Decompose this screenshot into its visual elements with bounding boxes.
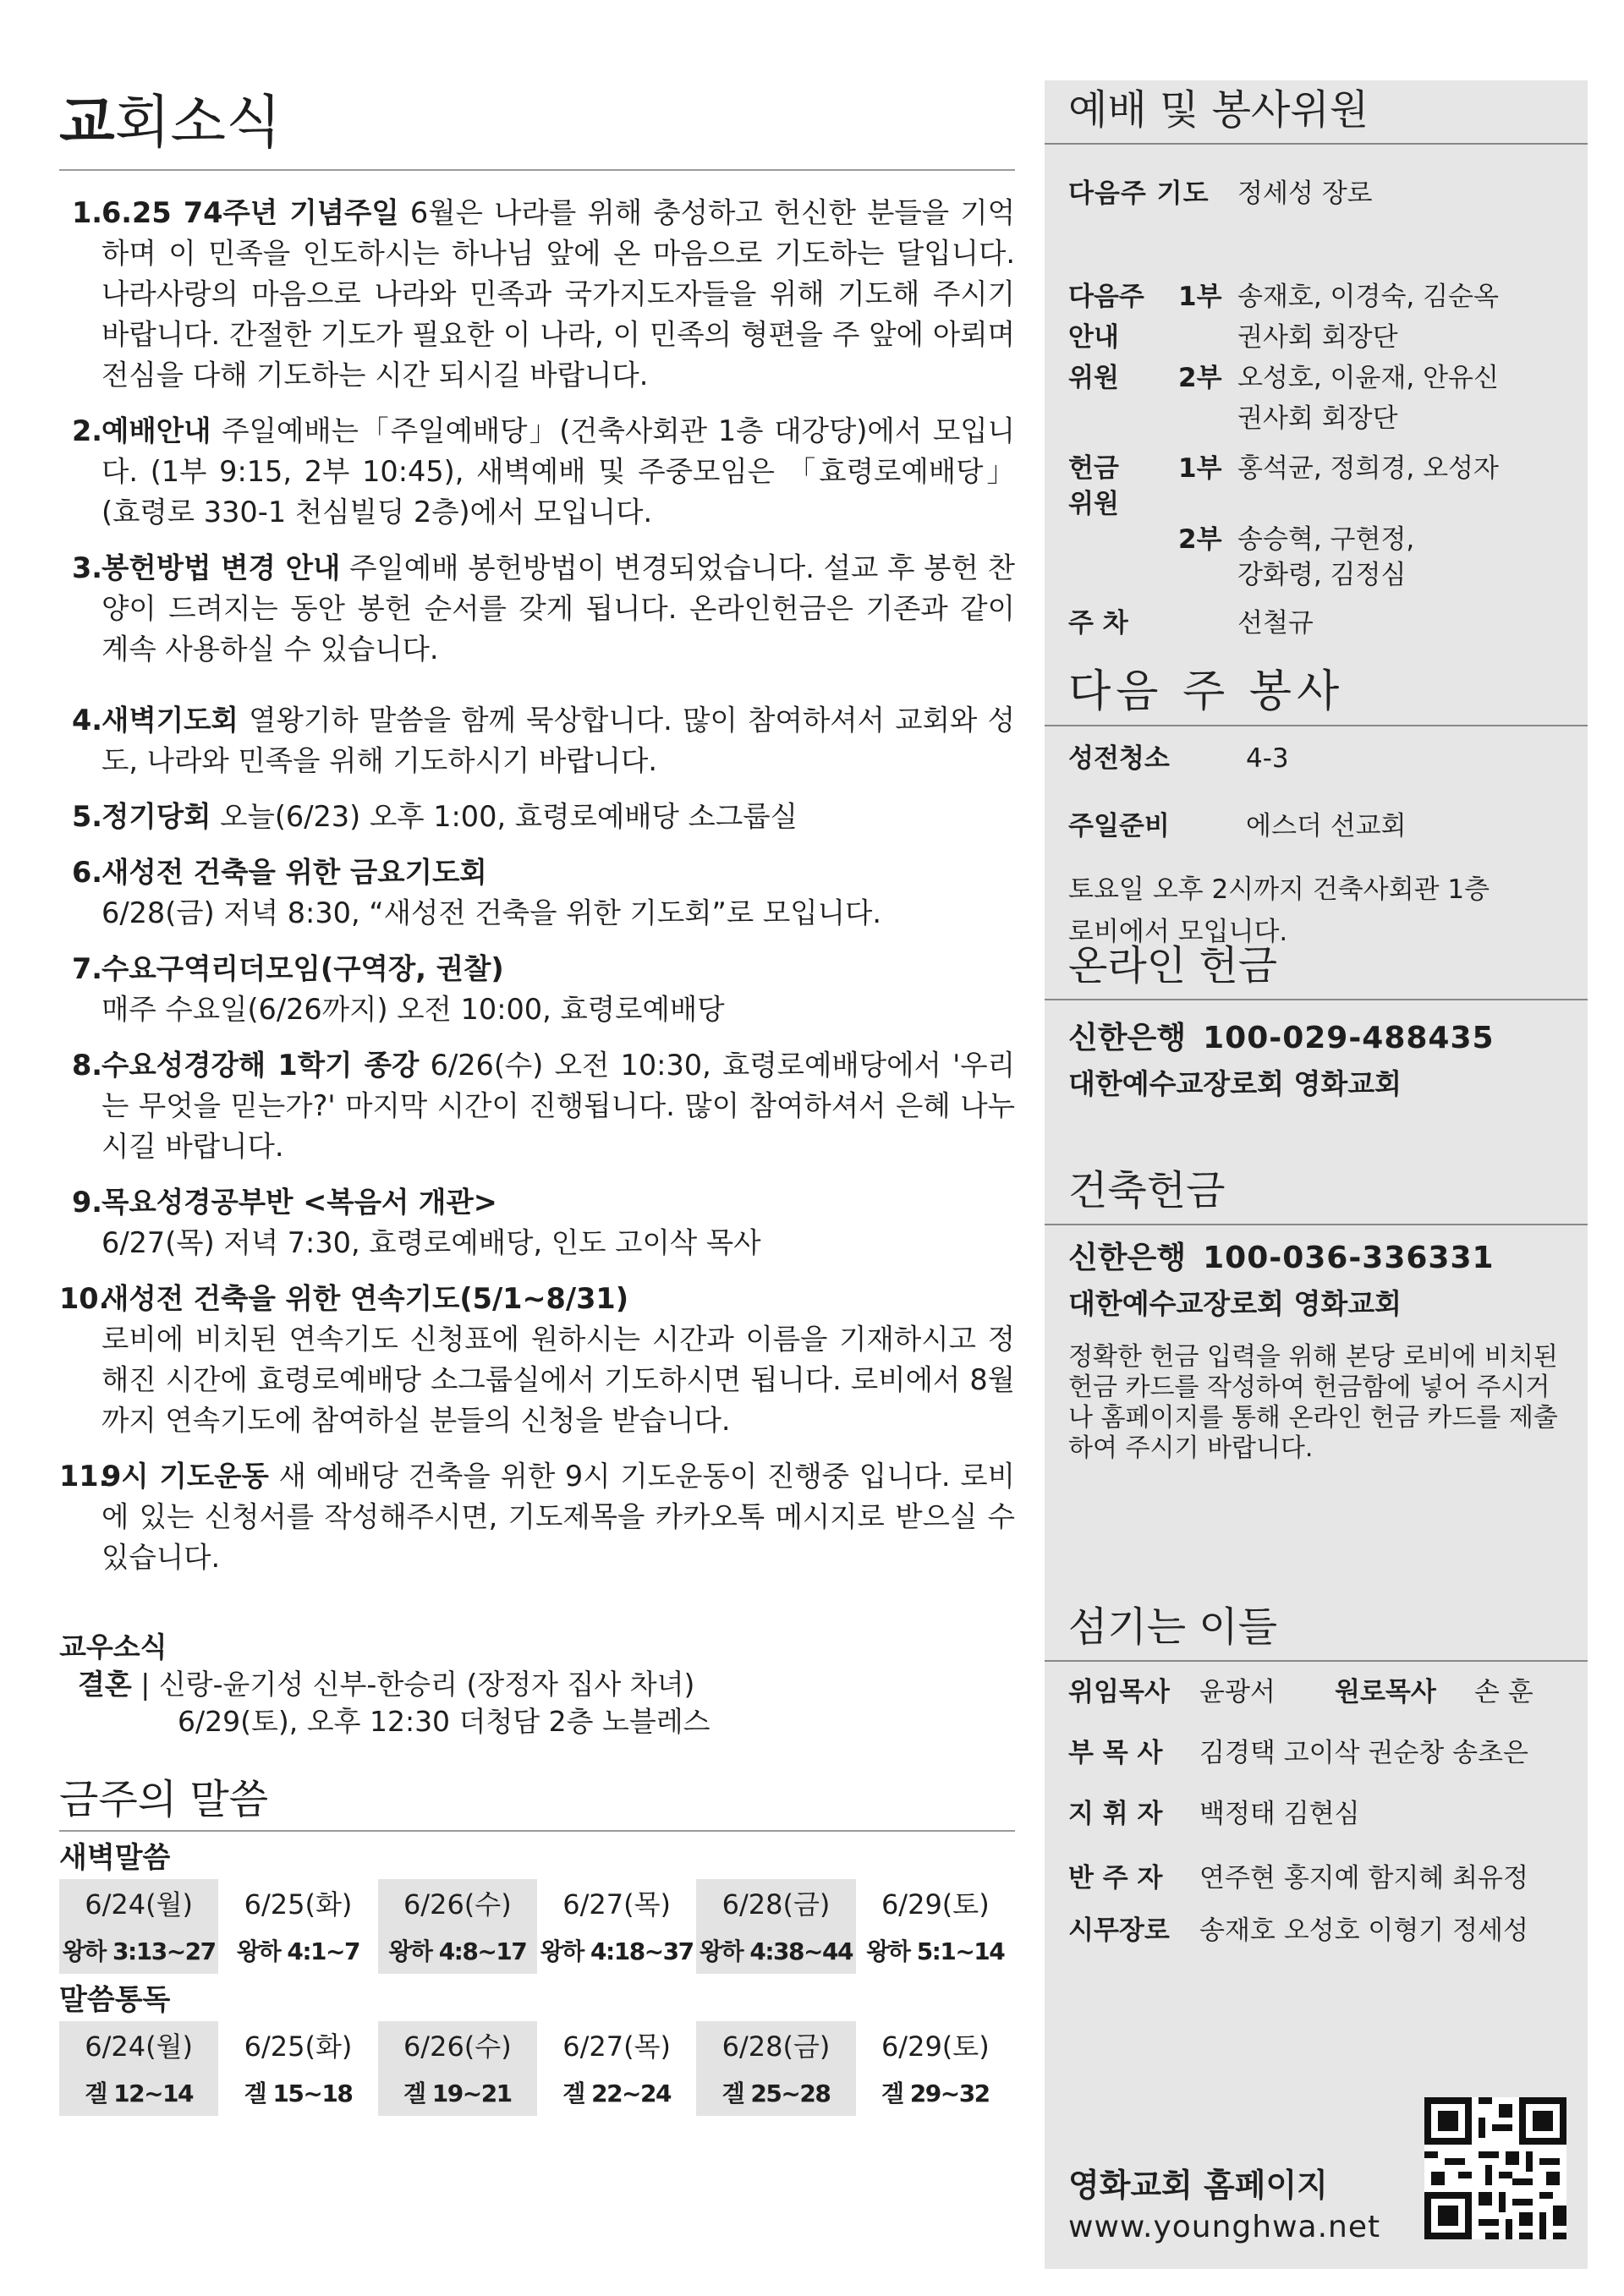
reading-table [59, 2021, 1015, 2116]
table-row [59, 1926, 1015, 1974]
qr-code-icon[interactable] [1424, 2097, 1566, 2239]
table-cell: 겔 25~28 [696, 2069, 855, 2116]
table-cell: 왕하 4:38~44 [696, 1926, 855, 1974]
online-offering: 신한은행 100-029-488435 대한예수교장로회 영화교회 [1068, 1021, 1495, 1100]
weekly-word-title: 금주의 말씀 [59, 1773, 1015, 1832]
table-row [59, 1879, 1015, 1926]
table-row [59, 2021, 1015, 2069]
reading-label: 말씀통독 [59, 1983, 171, 2017]
table-cell: 겔 15~18 [244, 2080, 353, 2107]
notice-item: 9. 목요성경공부반 <복음서 개관> 6/27(목) 저녁 7:30, 효령로예배당, 인도 고이삭 목사 [72, 1186, 761, 1259]
table-row [59, 2069, 1015, 2116]
notice-item: 1. 6.25 74주년 기념주일 6월은 나라를 위해 충성하고 헌신한 분들을 기억하며 이 민족을 인도하시는 하나님 앞에 온 마음으로 기도하는 달입니다. 나라사랑의 마음으로 나라와 민족과 국가지도자들을 위해 기도해 주시기 바랍니다. 간절한 기도가 필요한 이 나라, 이 민족의 형편을 주 앞에 아뢰며 전심을 다해 기도하는 시간 되시길 바랍니다. [72, 196, 1016, 392]
worship-committee-title: 예배 및 봉사위원 [1045, 80, 1588, 145]
notice-item: 11. 9시 기도운동 새 예배당 건축을 위한 9시 기도운동이 진행중 입니다. 로비에 있는 신청서를 작성해주시면, 기도제목을 카카오톡 메시지로 받으실 수 있습니다. [59, 1460, 1015, 1574]
table-cell: 겔 19~21 [378, 2069, 537, 2116]
sidebar-panel [1045, 80, 1588, 2269]
next-week-service: 성전청소 4-3 주일준비 에스더 선교회 토요일 오후 2시까지 건축사회관 1층 로비에서 모입니다. [1068, 743, 1490, 947]
notice-item: 7. 수요구역리더모임(구역장, 권찰) 매주 수요일(6/26까지) 오전 10:00, 효령로예배당 [72, 952, 725, 1026]
homepage-url[interactable]: www.younghwa.net [1068, 2210, 1381, 2244]
table-cell: 6/24(월) [59, 2021, 218, 2069]
member-news [59, 1629, 1015, 1740]
table-cell: 6/29(토) [881, 2030, 990, 2063]
offering-committee: 헌금 위원 1부 홍석균, 정희경, 오성자 2부 송승혁, 구현정, 강화령, 김정심 [1068, 453, 1499, 590]
table-cell: 왕하 4:18~37 [540, 1937, 694, 1965]
next-week-service-title: 다음 주 봉사 [1045, 662, 1588, 726]
table-cell: 6/28(금) [696, 1879, 855, 1926]
member-news-heading: 교우소식 [59, 1630, 167, 1663]
notice-item: 6. 새성전 건축을 위한 금요기도회 6/28(금) 저녁 8:30, “새성전 건축을 위한 기도회”로 모입니다. [72, 856, 882, 929]
notice-item: 2. 예배안내 주일예배는「주일예배당」(건축사회관 1층 대강당)에서 모입니다. (1부 9:15, 2부 10:45), 새벽예배 및 주중모임은 「효령로예배당」(효령로 330-1 천심빌딩 2층)에서 모입니다. [72, 414, 1015, 529]
building-offering: 신한은행 100-036-336331 대한예수교장로회 영화교회 정확한 헌금 입력을 위해 본당 로비에 비치된 헌금 카드를 작성하여 헌금함에 넣어 주시거나 홈페이지를 통해 온라인 헌금 카드를 제출하여 주시기 바랍니다. [1068, 1241, 1558, 1463]
notice-item: 5. 정기당회 오늘(6/23) 오후 1:00, 효령로예배당 소그룹실 [72, 800, 798, 833]
table-cell: 6/25(화) [244, 1888, 353, 1921]
table-cell: 왕하 4:8~17 [378, 1926, 537, 1974]
table-cell: 겔 12~14 [59, 2069, 218, 2116]
notice-item: 8. 수요성경강해 1학기 종강 6/26(수) 오전 10:30, 효령로예배당에서 '우리는 무엇을 믿는가?' 마지막 시간이 진행됩니다. 많이 참여하셔서 은혜 나누시길 바랍니다. [72, 1049, 1015, 1163]
notice-item: 4. 새벽기도회 열왕기하 말씀을 함께 묵상합니다. 많이 참여하셔서 교회와 성도, 나라와 민족을 위해 기도하시기 바랍니다. [72, 704, 1015, 777]
table-cell: 6/25(화) [244, 2030, 353, 2063]
table-cell: 6/27(목) [562, 2030, 672, 2063]
notice-list [59, 193, 1015, 1578]
homepage-title: 영화교회 홈페이지 [1068, 2167, 1328, 2204]
online-offering-title: 온라인 헌금 [1045, 936, 1588, 1000]
table-cell: 6/26(수) [378, 2021, 537, 2069]
notice-item: 10. 새성전 건축을 위한 연속기도(5/1~8/31) 로비에 비치된 연속기도 신청표에 원하시는 시간과 이름을 기재하시고 정해진 시간에 효령로예배당 소그룹실에서 기도하시면 됩니다. 로비에서 8월까지 연속기도에 참여하실 분들의 신청을 받습니다. [59, 1282, 1015, 1437]
wedding-line: 결혼 | 신랑-윤기성 신부-한승리 (장정자 집사 차녀) [78, 1668, 695, 1701]
table-cell: 6/27(목) [562, 1888, 672, 1921]
list-item: 위임목사 윤광서 원로목사 손 훈 [1068, 1677, 1533, 1707]
table-cell: 6/29(토) [881, 1888, 990, 1921]
staff-title: 섬기는 이들 [1045, 1597, 1588, 1662]
list-item: 반 주 자 연주현 홍지예 함지혜 최유정 [1068, 1863, 1528, 1893]
dawn-word-label: 새벽말씀 [59, 1841, 171, 1875]
table-cell: 왕하 5:1~14 [866, 1937, 1005, 1965]
staff-list [1045, 1662, 1588, 1964]
table-cell: 6/28(금) [696, 2021, 855, 2069]
wedding-detail: 6/29(토), 오후 12:30 더청담 2층 노블레스 [178, 1705, 710, 1738]
worship-committee: 다음주 기도 정세성 장로 다음주 안내 위원 1부 송재호, 이경숙, 김순옥 권사회 회장단 2부 오성호, 이윤재, 안유신 권사회 회장단 헌금 위원 1부 홍석균, 정희경, 오성자 2부 송승혁, 구현정, 강화령, 김정심 주 차 선철규 [1045, 145, 1588, 662]
church-news-column [59, 85, 1015, 2116]
table-cell: 겔 29~32 [881, 2080, 990, 2107]
list-item: 부 목 사 김경택 고이삭 권순창 송초은 [1068, 1738, 1528, 1768]
list-item: 지 휘 자 백정태 김현심 [1068, 1799, 1360, 1829]
table-cell: 왕하 4:1~7 [237, 1937, 359, 1965]
notice-item: 3. 봉헌방법 변경 안내 주일예배 봉헌방법이 변경되었습니다. 설교 후 봉헌 찬양이 드려지는 동안 봉헌 순서를 갖게 됩니다. 온라인헌금은 기존과 같이 계속 사용하실 수 있습니다. [72, 551, 1015, 666]
table-cell: 왕하 3:13~27 [59, 1926, 218, 1974]
church-news-title: 교회소식 [59, 85, 1015, 171]
table-cell: 6/24(월) [59, 1879, 218, 1926]
table-cell: 6/26(수) [378, 1879, 537, 1926]
guide-committee: 다음주 안내 위원 1부 송재호, 이경숙, 김순옥 권사회 회장단 2부 오성호, 이윤재, 안유신 권사회 회장단 [1068, 282, 1499, 434]
table-cell: 겔 22~24 [562, 2080, 671, 2107]
building-offering-title: 건축헌금 [1045, 1161, 1588, 1225]
list-item: 시무장로 송재호 오성호 이형기 정세성 [1068, 1915, 1528, 1946]
dawn-word-table [59, 1879, 1015, 1974]
